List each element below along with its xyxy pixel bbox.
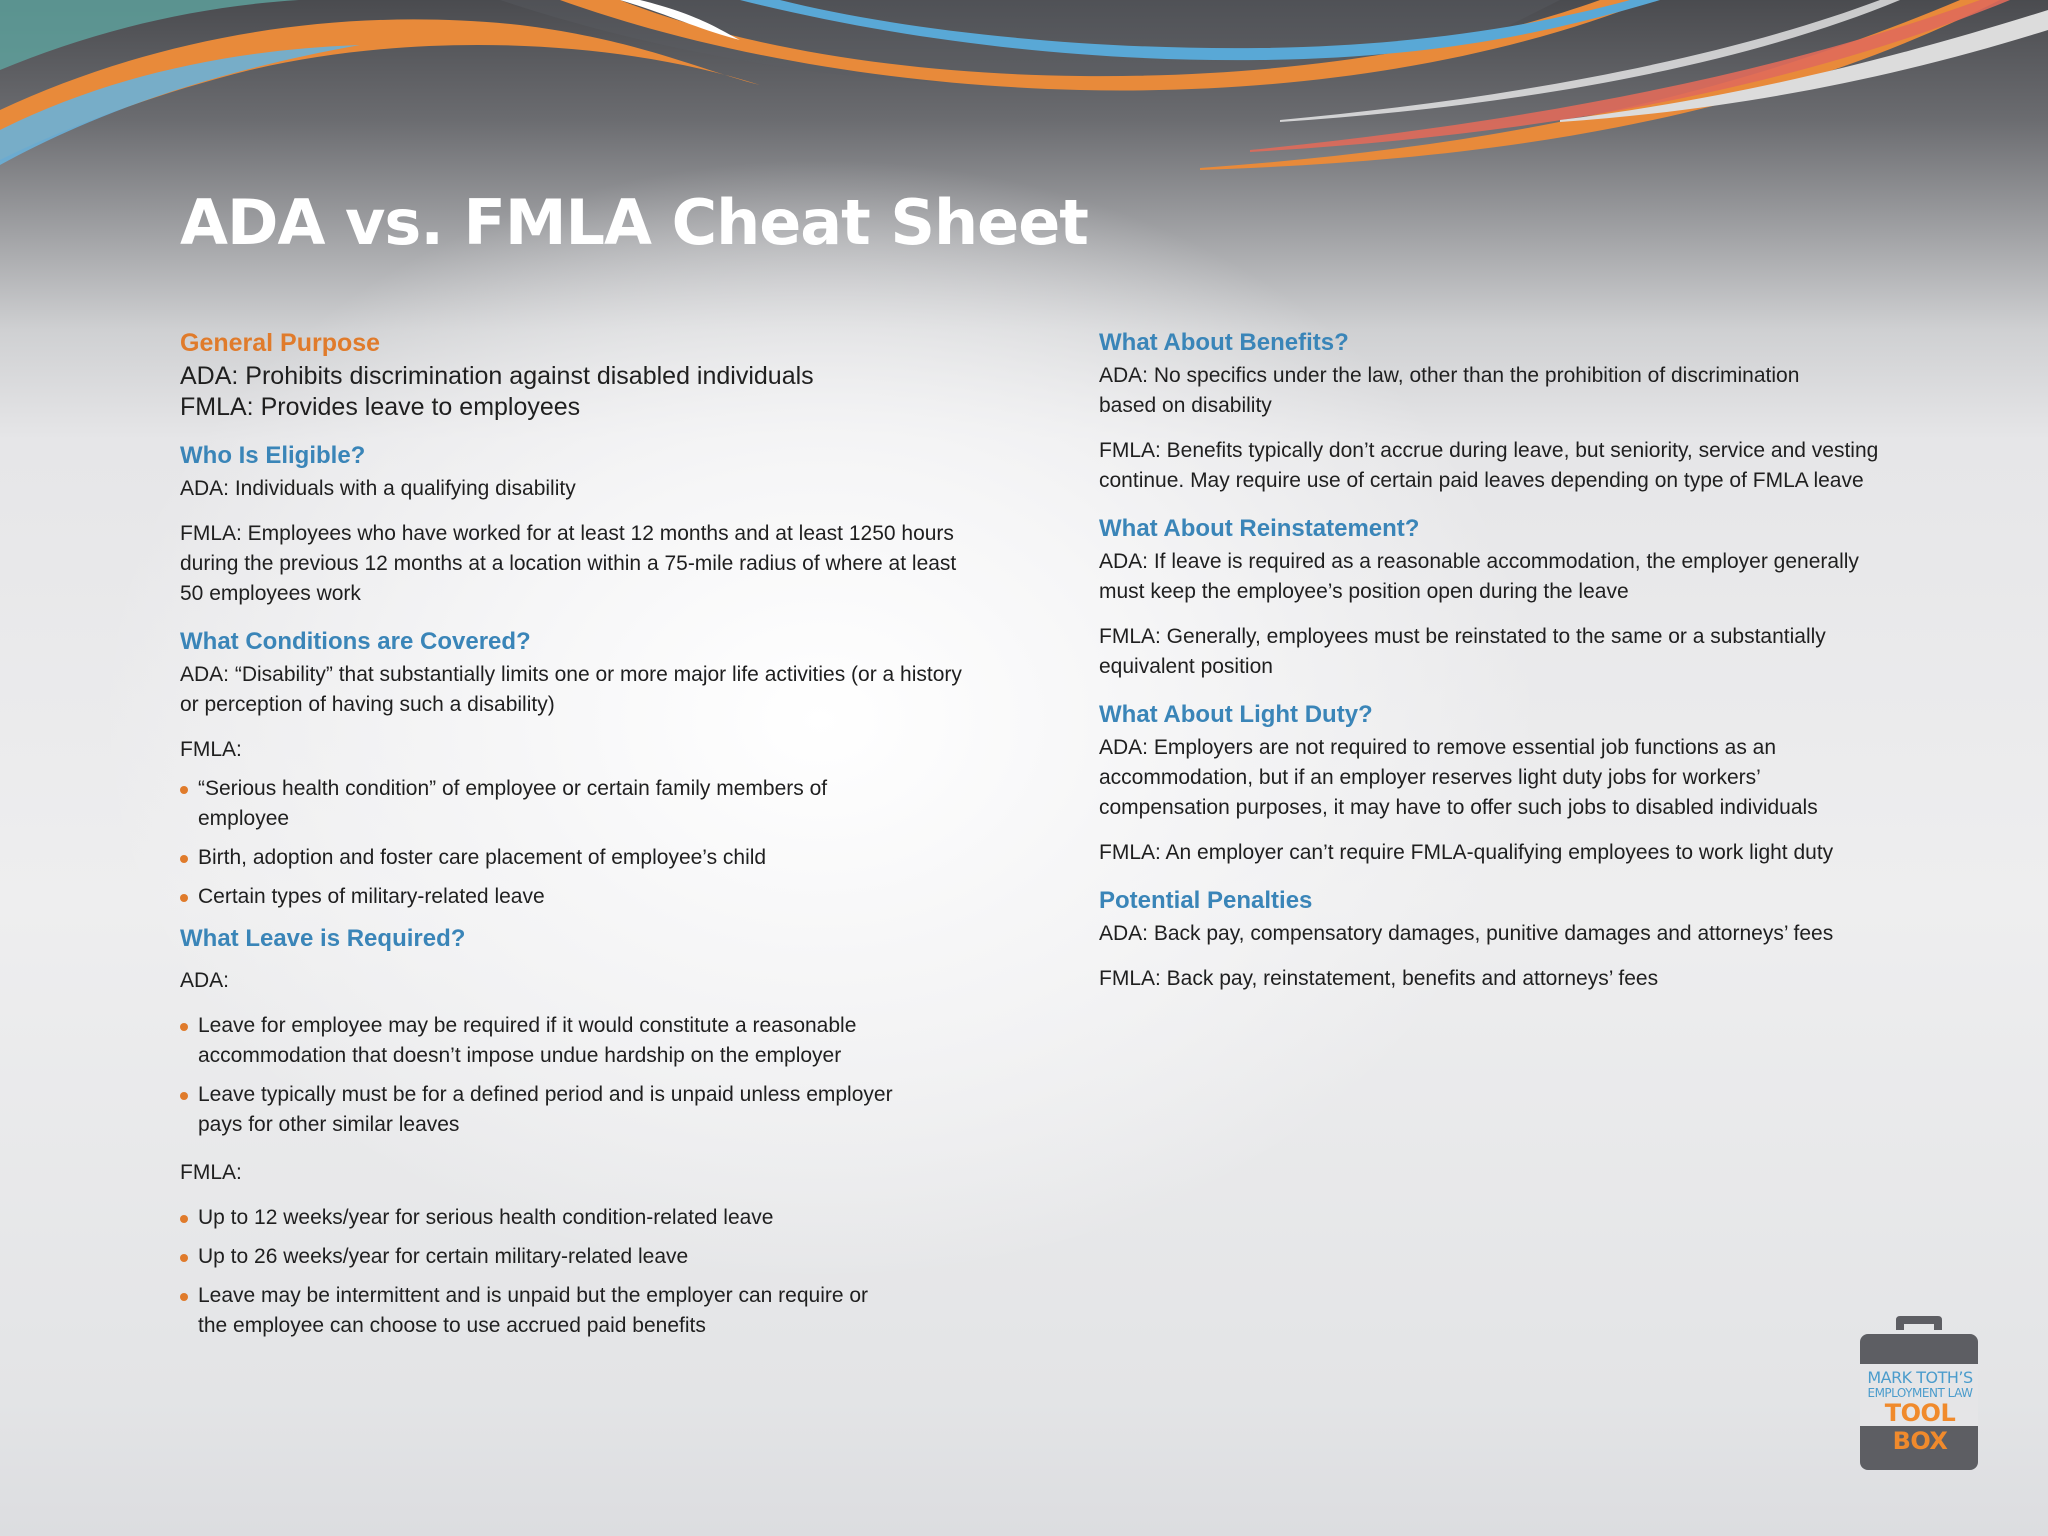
list-item: Leave typically must be for a defined period and is unpaid unless employer pays for other similar leaves bbox=[180, 1080, 920, 1140]
bullet-icon bbox=[180, 1293, 188, 1301]
page-title: ADA vs. FMLA Cheat Sheet bbox=[180, 186, 1088, 259]
logo-line1: MARK TOTH’S bbox=[1867, 1368, 1973, 1387]
fmla-label: FMLA: bbox=[180, 1161, 242, 1184]
section-heading: What Conditions are Covered? bbox=[180, 628, 531, 655]
bullet-icon bbox=[180, 1023, 188, 1031]
fmla-text: FMLA: An employer can’t require FMLA-qualifying employees to work light duty bbox=[1099, 841, 1834, 864]
section-heading: What About Benefits? bbox=[1099, 329, 1349, 356]
fmla-bullet-list bbox=[180, 774, 840, 912]
fmla-text: FMLA: Provides leave to employees bbox=[180, 393, 581, 421]
section-heading: Potential Penalties bbox=[1099, 887, 1313, 914]
fmla-text: FMLA: Generally, employees must be reinstated to the same or a substantially equivalent position bbox=[1099, 625, 1826, 678]
ada-text: ADA: If leave is required as a reasonable accommodation, the employer generally must keep the employee’s position open during the leave bbox=[1099, 550, 1859, 603]
fmla-text: FMLA: Employees who have worked for at least 12 months and at least 1250 hours during the previous 12 months at a location within a 75-mile radius of where at least 50 employees work bbox=[180, 522, 957, 605]
section-heading: What About Reinstatement? bbox=[1099, 515, 1420, 542]
bullet-icon bbox=[180, 1092, 188, 1100]
list-item: Up to 26 weeks/year for certain military-related leave bbox=[180, 1242, 900, 1272]
section-conditions bbox=[180, 624, 1000, 912]
section-heading: What About Light Duty? bbox=[1099, 701, 1373, 728]
bullet-icon bbox=[180, 1254, 188, 1262]
left-column bbox=[180, 325, 1000, 1350]
bullet-icon bbox=[180, 786, 188, 794]
list-item: Leave for employee may be required if it would constitute a reasonable accommodation that doesn’t impose undue hardship on the employer bbox=[180, 1011, 920, 1071]
section-light-duty bbox=[1099, 697, 1919, 868]
section-leave bbox=[180, 921, 1000, 1341]
fmla-bullet-list bbox=[180, 1203, 900, 1341]
section-heading: Who Is Eligible? bbox=[180, 442, 366, 469]
section-reinstatement bbox=[1099, 511, 1919, 682]
section-penalties bbox=[1099, 883, 1919, 994]
ada-text: ADA: Back pay, compensatory damages, punitive damages and attorneys’ fees bbox=[1099, 922, 1834, 945]
ada-text: ADA: No specifics under the law, other than the prohibition of discrimination based on disability bbox=[1099, 364, 1800, 417]
bullet-icon bbox=[180, 855, 188, 863]
ada-label: ADA: bbox=[180, 969, 230, 992]
ada-bullet-list bbox=[180, 1011, 920, 1140]
section-eligible bbox=[180, 438, 1000, 609]
list-item: Up to 12 weeks/year for serious health condition-related leave bbox=[180, 1203, 900, 1233]
ada-text: ADA: Prohibits discrimination against disabled individuals bbox=[180, 362, 814, 390]
list-item: Leave may be intermittent and is unpaid but the employer can require or the employee can choose to use accrued paid benefits bbox=[180, 1281, 900, 1341]
ada-text: ADA: Employers are not required to remove essential job functions as an accommodation, but if an employer reserves light duty jobs for workers’ compensation purposes, it may have to offer such jobs to disabled individuals bbox=[1099, 736, 1818, 819]
logo-line2: EMPLOYMENT LAW bbox=[1867, 1386, 1973, 1400]
fmla-text: FMLA: Back pay, reinstatement, benefits and attorneys’ fees bbox=[1099, 967, 1659, 990]
right-column bbox=[1099, 325, 1919, 994]
bullet-icon bbox=[180, 1215, 188, 1223]
section-benefits bbox=[1099, 325, 1919, 496]
bullet-icon bbox=[180, 894, 188, 902]
logo-line3: TOOL BOX bbox=[1884, 1399, 1956, 1455]
section-heading: General Purpose bbox=[180, 329, 381, 357]
section-general-purpose bbox=[180, 325, 1000, 423]
list-item: Birth, adoption and foster care placement of employee’s child bbox=[180, 843, 840, 873]
list-item: Certain types of military-related leave bbox=[180, 882, 840, 912]
fmla-label: FMLA: bbox=[180, 738, 242, 761]
decorative-swoosh-banner bbox=[0, 0, 2048, 180]
ada-text: ADA: Individuals with a qualifying disability bbox=[180, 477, 576, 500]
section-heading: What Leave is Required? bbox=[180, 925, 466, 952]
fmla-text: FMLA: Benefits typically don’t accrue during leave, but seniority, service and vesting continue. May require use of certain paid leaves depending on type of FMLA leave bbox=[1099, 439, 1879, 492]
list-item: “Serious health condition” of employee or certain family members of employee bbox=[180, 774, 840, 834]
ada-text: ADA: “Disability” that substantially limits one or more major life activities (or a history or perception of having such a disability) bbox=[180, 663, 962, 716]
